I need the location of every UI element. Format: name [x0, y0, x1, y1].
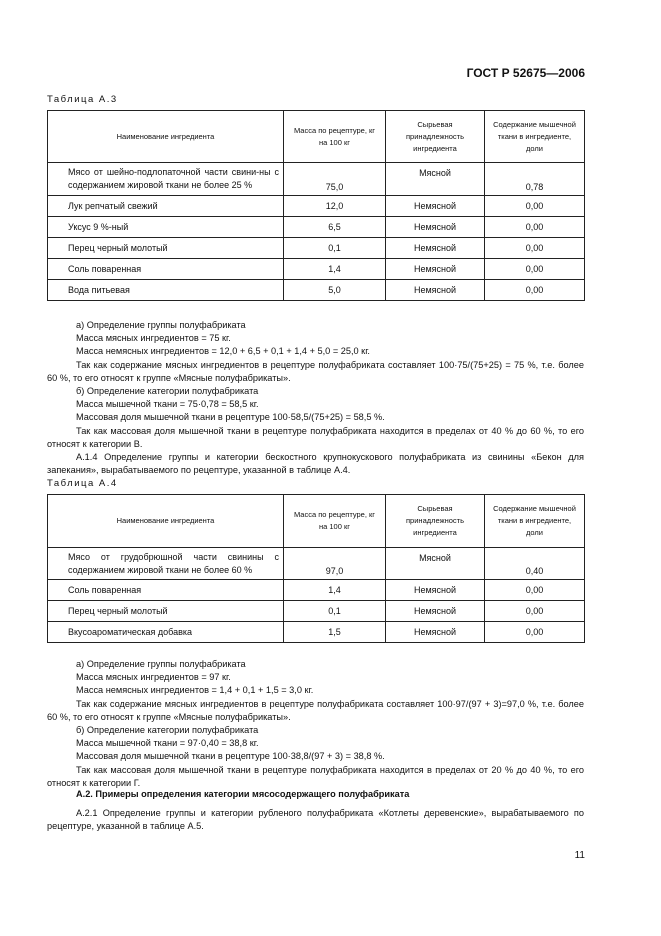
ingredient-type: Немясной: [386, 217, 485, 238]
paragraph: Масса немясных ингредиентов = 1,4 + 0,1 + 1,5 = 3,0 кг.: [76, 685, 314, 696]
header-muscle: Содержание мышечной ткани в ингредиенте, доли: [485, 495, 585, 548]
ingredient-name: Вкусоароматическая добавка: [48, 622, 284, 643]
ingredient-muscle: 0,00: [485, 217, 585, 238]
table-row: [48, 196, 585, 217]
text-block-a4: [47, 658, 584, 790]
paragraph: Массовая доля мышечной ткани в рецептуре 100·58,5/(75+25) = 58,5 %.: [76, 412, 385, 423]
ingredient-type: Мясной: [386, 548, 485, 580]
ingredient-mass: 12,0: [284, 196, 386, 217]
ingredient-mass: 6,5: [284, 217, 386, 238]
ingredient-name: Уксус 9 %-ный: [48, 217, 284, 238]
document-code: ГОСТ Р 52675—2006: [466, 66, 585, 80]
paragraph: Масса мышечной ткани = 75·0,78 = 58,5 кг.: [76, 399, 259, 410]
table-a4-caption: Таблица А.4: [47, 478, 118, 489]
section-heading: А.2. Примеры определения категории мясосодержащего полуфабриката: [76, 789, 410, 799]
header-ingredient: Наименование ингредиента: [48, 111, 284, 163]
table-header-row: [48, 495, 585, 548]
paragraph: Масса мясных ингредиентов = 75 кг.: [76, 333, 231, 344]
paragraph: Так как содержание мясных ингредиентов в рецептуре полуфабриката составляет 100·97/(97 + 3)=97,0 %, т.е. более 60 %, то его относят к группе «Мясные полуфабрикаты».: [47, 698, 584, 722]
page-number: 11: [574, 850, 585, 861]
paragraph: Масса мышечной ткани = 97·0,40 = 38,8 кг.: [76, 738, 259, 749]
table-row: [48, 280, 585, 301]
ingredient-name: Вода питьевая: [48, 280, 284, 301]
ingredient-type: Немясной: [386, 601, 485, 622]
table-row: [48, 259, 585, 280]
ingredient-mass: 1,4: [284, 580, 386, 601]
header-type: Сырьевая принадлежность ингредиента: [386, 111, 485, 163]
paragraph: Так как массовая доля мышечной ткани в рецептуре полуфабриката находится в пределах от 20 % до 40 %, то его относят к категории Г.: [47, 764, 584, 788]
ingredient-mass: 0,1: [284, 238, 386, 259]
paragraph: А.1.4 Определение группы и категории бескостного крупнокускового полуфабриката из свинины «Бекон для запекания», вырабатываемого по рецептуре, указанной в таблице А.4.: [47, 452, 584, 476]
header-mass: Масса по рецептуре, кг на 100 кг: [284, 495, 386, 548]
header-muscle: Содержание мышечной ткани в ингредиенте, доли: [485, 111, 585, 163]
paragraph: б) Определение категории полуфабриката: [76, 725, 259, 736]
paragraph: Масса немясных ингредиентов = 12,0 + 6,5 + 0,1 + 1,4 + 5,0 = 25,0 кг.: [76, 346, 370, 357]
header-ingredient: Наименование ингредиента: [48, 495, 284, 548]
table-row: [48, 217, 585, 238]
table-header-row: [48, 111, 585, 163]
ingredient-name: Перец черный молотый: [48, 601, 284, 622]
ingredient-mass: 1,5: [284, 622, 386, 643]
ingredient-name: Перец черный молотый: [48, 238, 284, 259]
table-row: [48, 238, 585, 259]
paragraph: Так как массовая доля мышечной ткани в рецептуре полуфабриката находится в пределах от 40 % до 60 %, то его относят к категории В.: [47, 425, 584, 449]
paragraph: Масса мясных ингредиентов = 97 кг.: [76, 672, 231, 683]
table-a4: [47, 494, 585, 643]
header-type: Сырьевая принадлежность ингредиента: [386, 495, 485, 548]
ingredient-mass: 1,4: [284, 259, 386, 280]
table-a3-caption: Таблица А.3: [47, 94, 118, 105]
text-block-a3: [47, 319, 584, 477]
ingredient-type: Немясной: [386, 280, 485, 301]
table-row: [48, 163, 585, 196]
ingredient-name: Лук репчатый свежий: [48, 196, 284, 217]
ingredient-muscle: 0,00: [485, 580, 585, 601]
ingredient-name: Мясо от шейно-подлопаточной части свини-ны с содержанием жировой ткани не более 25 %: [48, 163, 284, 196]
ingredient-muscle: 0,00: [485, 601, 585, 622]
ingredient-mass: 97,0: [284, 548, 386, 580]
header-mass: Масса по рецептуре, кг на 100 кг: [284, 111, 386, 163]
paragraph: б) Определение категории полуфабриката: [76, 386, 259, 397]
ingredient-mass: 75,0: [284, 163, 386, 196]
ingredient-name: Соль поваренная: [48, 580, 284, 601]
ingredient-name: Мясо от грудобрюшной части свинины с содержанием жировой ткани не более 60 %: [48, 548, 284, 580]
table-row: [48, 622, 585, 643]
paragraph: А.2.1 Определение группы и категории рубленого полуфабриката «Котлеты деревенские», вырабатываемого по рецептуре, указанной в таблице А.5.: [47, 808, 584, 832]
ingredient-muscle: 0,00: [485, 280, 585, 301]
ingredient-muscle: 0,00: [485, 259, 585, 280]
ingredient-muscle: 0,00: [485, 196, 585, 217]
table-row: [48, 601, 585, 622]
paragraph: а) Определение группы полуфабриката: [76, 659, 246, 669]
paragraph: а) Определение группы полуфабриката: [76, 320, 246, 330]
table-a3: [47, 110, 585, 301]
ingredient-type: Немясной: [386, 238, 485, 259]
table-row: [48, 548, 585, 580]
ingredient-type: Немясной: [386, 259, 485, 280]
ingredient-name: Соль поваренная: [48, 259, 284, 280]
paragraph: Массовая доля мышечной ткани в рецептуре 100·38,8/(97 + 3) = 38,8 %.: [76, 751, 385, 762]
paragraph: Так как содержание мясных ингредиентов в рецептуре полуфабриката составляет 100·75/(75+25) = 75 %, т.е. более 60 %, то его относят к группе «Мясные полуфабрикаты».: [47, 359, 584, 383]
table-row: [48, 580, 585, 601]
ingredient-muscle: 0,78: [485, 163, 585, 196]
section-a2: [47, 788, 584, 834]
ingredient-muscle: 0,00: [485, 238, 585, 259]
ingredient-muscle: 0,40: [485, 548, 585, 580]
ingredient-muscle: 0,00: [485, 622, 585, 643]
ingredient-type: Немясной: [386, 580, 485, 601]
ingredient-mass: 0,1: [284, 601, 386, 622]
ingredient-type: Немясной: [386, 622, 485, 643]
ingredient-type: Мясной: [386, 163, 485, 196]
ingredient-mass: 5,0: [284, 280, 386, 301]
ingredient-type: Немясной: [386, 196, 485, 217]
